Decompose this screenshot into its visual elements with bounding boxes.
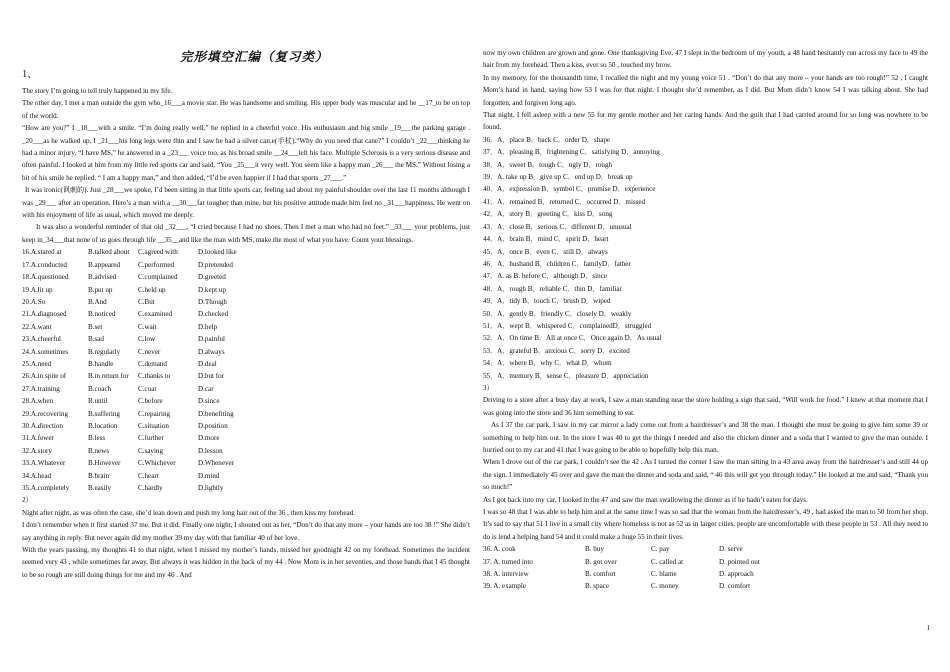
option-choice: 33.A.Whatever <box>22 459 66 468</box>
option-choice: B.brain <box>88 471 110 480</box>
option-choice: 38. A. interview <box>483 570 529 579</box>
option-choice: B.However <box>88 459 121 468</box>
option-choice: 36. A. cook <box>483 545 516 554</box>
option-row: 46．A．husband B．children C．familyD．father <box>483 259 631 268</box>
option-choice: B.location <box>88 421 118 430</box>
option-row: 43．A．close B．serious C．different D．unusual <box>483 222 632 231</box>
option-row <box>22 321 470 333</box>
option-row: 41．A．remained B．returned C．occurred D．missed <box>483 197 646 206</box>
option-choice: C.examined <box>138 310 173 319</box>
option-choice: B.sad <box>88 335 104 344</box>
page-number: 1 <box>926 624 930 632</box>
option-choice: 27.A.training <box>22 384 60 393</box>
paragraph: Night after night, as was often the case, she’d lean down and push my long hair out of the 36 , then kiss my forehead. <box>22 508 355 517</box>
option-choice: D.Whenever <box>198 459 235 468</box>
option-choice: 25.A.need <box>22 359 52 368</box>
option-choice: B.And <box>88 297 107 306</box>
option-choice: C. money <box>651 582 679 591</box>
option-row <box>483 543 928 555</box>
option-choice: D.mind <box>198 471 220 480</box>
option-row <box>22 420 470 432</box>
option-choice: B. space <box>585 582 610 591</box>
option-choice: 19.A.lit up <box>22 285 53 294</box>
option-choice: D.but for <box>198 372 225 381</box>
option-choice: 32.A.story <box>22 446 52 455</box>
option-choice: 30.A.direction <box>22 421 63 430</box>
paragraph: now my own children are grown and gone. One thanksgiving Eve, 47 I slept in the bedroom of my youth, a 48 hand hesitantly run across my face to 49 the hair from my forehead. Then a kiss, ever so 50 , touched my brow. <box>483 49 928 70</box>
option-choice: B. comfort <box>585 570 616 579</box>
option-choice: C.repairing <box>138 409 171 418</box>
paragraph: The story I’m going to tell truly happened in my life. <box>22 87 173 95</box>
paragraph: That night, I fell asleep with a new 55 for my gentle mother and her caring hands. And the guilt that I had carried around for so long was nowhere to be found. <box>483 111 928 132</box>
option-choice: D.greeted <box>198 273 226 282</box>
option-choice: C.complained <box>138 273 178 282</box>
option-row: 40．A．expression B．symbol C．promise D．experience <box>483 185 656 194</box>
option-choice: C.wait <box>138 322 157 331</box>
section-number-2: 2） <box>22 496 33 505</box>
option-row <box>22 246 470 258</box>
option-choice: D.always <box>198 347 225 356</box>
option-row: 42．A．story B．greeting C．kiss D．song <box>483 210 613 219</box>
option-choice: B.advised <box>88 273 117 282</box>
option-choice: C.heart <box>138 471 159 480</box>
paragraph: As I got back into my car, I looked in the 47 and saw the man swallowing the dinner as if he hadn’t eaten for days. <box>483 495 808 504</box>
option-choice: 29.A.recovering <box>22 409 69 418</box>
paragraph: In my memory, for the thousandth time, I recalled the night and my young voice 51 . “Don’t do that any more – your hands are too rough!” 52 , I caught Mom’s hand in hand, saying how 53 I was for that night. I thought she’d remember, as I did. But Mom didn’t know 54 I was talking about. She had forgotten, and forgiven long ago. <box>483 73 928 107</box>
paragraph: The other day, I met a man outside the gym who_16___a movie star. He was handsome and smiling. His upper body was muscular and he __17_to be on top of the world. <box>22 99 470 120</box>
option-choice: D.checked <box>198 310 229 319</box>
option-choice: 18.A.questioned <box>22 273 69 282</box>
option-row: 50．A．gently B．friendly C．closely D．weakly <box>483 309 632 318</box>
option-row: 44．A．brain B．mind C．spirit D．heart <box>483 235 609 244</box>
paragraph: Driving to a store after a busy day at work, I saw a man standing near the store holding a sign that said, “Will work for food.” I knew at that moment that I was going into the store and 36 him something to eat. <box>483 396 928 417</box>
option-choice: 24.A.sometimes <box>22 347 69 356</box>
option-choice: C.further <box>138 434 164 443</box>
option-choice: C.never <box>138 347 161 356</box>
option-choice: B.set <box>88 322 103 331</box>
passage-2-left <box>22 507 470 581</box>
option-row <box>483 580 928 592</box>
options-list-3 <box>483 543 928 593</box>
option-row: 49．A．tidy B．touch C．brush D．wiped <box>483 297 611 306</box>
option-choice: C.hardly <box>138 484 163 492</box>
option-choice: C.saying <box>138 446 164 455</box>
option-row <box>22 445 470 457</box>
option-choice: B.regularly <box>88 347 121 356</box>
option-choice: B.until <box>88 397 108 406</box>
option-choice: C.before <box>138 397 163 406</box>
option-choice: C.low <box>138 335 156 344</box>
option-choice: B.handle <box>88 359 114 368</box>
option-choice: D.car <box>198 384 214 393</box>
option-choice: C.Whichever <box>138 459 176 468</box>
option-choice: D.benefiting <box>198 409 234 418</box>
options-list-1 <box>22 246 470 494</box>
option-choice: D.position <box>198 421 228 430</box>
option-row <box>22 308 470 320</box>
option-choice: 37. A. turned into <box>483 557 533 566</box>
option-choice: C. pay <box>651 545 670 554</box>
page-title: 完形填空汇编（复习类） <box>180 50 329 64</box>
option-row: 48．A．rough B．reliable C．thin D．familiar <box>483 284 622 293</box>
option-row: 37．A．pleasing B．frightening C．satisfying D．annoying <box>483 148 660 157</box>
passage-2-right <box>483 47 928 134</box>
option-row: 53．A．grateful B．anxious C．sorry D．excited <box>483 346 630 355</box>
option-choice: C.thanks to <box>138 372 171 381</box>
option-choice: D.kept up <box>198 285 226 294</box>
option-choice: C.demand <box>138 359 167 368</box>
option-row: 47．A. as B. before C．although D．since <box>483 272 607 281</box>
option-choice: D.pretended <box>198 260 233 269</box>
option-choice: D.deal <box>198 359 217 368</box>
option-choice: B. buy <box>585 545 604 554</box>
option-choice: D. serve <box>719 545 743 554</box>
paragraph: It was ironic(讽刺的). Just _28___we spoke, I’d been sitting in that little sports car, feeling sad about my painful shoulder over the last 11 months although I was _29___ after an operation. Here’s a man with a __30___far tougher than mine, but his positive attitude made him feel no _31___happiness. He went on with his enjoyment of life as usual, which moved me deeply. <box>22 186 470 220</box>
option-row: 45．A．once B．even C．still D．always <box>483 247 608 256</box>
option-choice: C. blame <box>651 570 677 579</box>
option-choice: 26.A.in spite of <box>22 372 67 381</box>
option-row <box>22 346 470 358</box>
option-row <box>22 457 470 469</box>
option-choice: B.coach <box>88 384 112 393</box>
passage-1 <box>22 85 470 246</box>
option-choice: B.news <box>88 446 110 455</box>
option-row <box>22 395 470 407</box>
option-choice: 16.A.stared at <box>22 248 62 257</box>
option-row <box>22 284 470 296</box>
section-number-1: 1、 <box>22 69 38 80</box>
option-row <box>22 296 470 308</box>
option-choice: B.noticed <box>88 310 116 319</box>
option-row: 52．A．On time B．All at once C．Once again D．As usual <box>483 334 662 343</box>
option-row: 39．A. take up B．give up C．end up D．break up <box>483 173 633 182</box>
option-choice: B.put up <box>88 285 113 294</box>
section-number-3: 3） <box>483 383 494 392</box>
option-choice: C. called at <box>651 557 684 566</box>
passage-3 <box>483 394 928 543</box>
option-choice: B.easily <box>88 484 112 492</box>
option-choice: 22.A.want <box>22 322 52 331</box>
option-row: 54．A．where B．why C．what D．whom <box>483 359 612 368</box>
paragraph: I was so 48 that I was able to help him and at the same time I was so sad that the woman from the hairdresser’s, 49 , had asked the man to 50 from her shop. It’s sad to say that 51 I live in a small city where homeless is not as 52 as in larger cities, people are uncomfortable with these people in 53 . All they need to do is lend a helping hand 54 and it could make a huge 55 in their lives. <box>483 508 928 541</box>
options-list-2 <box>483 134 928 382</box>
option-choice: D. comfort <box>719 582 751 591</box>
option-choice: B.appeared <box>88 260 121 269</box>
option-row <box>22 333 470 345</box>
option-choice: B. got over <box>585 557 617 566</box>
option-choice: C.agreed with <box>138 248 178 257</box>
option-choice: 21.A.diagnosed <box>22 310 67 319</box>
option-choice: B.less <box>88 434 106 443</box>
option-choice: D.looked like <box>198 248 237 257</box>
option-choice: B.suffering <box>88 409 120 418</box>
option-choice: D.lightly <box>198 484 224 492</box>
option-choice: D.lesson <box>198 446 223 455</box>
option-choice: 34.A.head <box>22 471 52 480</box>
option-choice: 28.A.when <box>22 397 54 406</box>
option-choice: 39. A. example <box>483 582 526 591</box>
option-choice: D. pointed out <box>719 557 760 566</box>
option-choice: D.Though <box>198 297 227 306</box>
option-choice: 20.A.So <box>22 297 46 306</box>
option-row <box>22 408 470 420</box>
option-choice: D.more <box>198 434 220 443</box>
option-row: 36．A．place B．back C．order D．shape <box>483 135 611 144</box>
option-choice: C.But <box>138 297 155 306</box>
option-row <box>483 556 928 568</box>
option-choice: D.painful <box>198 335 225 344</box>
option-row: 55．A．memory B．sense C．pleasure D．appreciation <box>483 371 649 380</box>
option-row <box>22 271 470 283</box>
option-choice: 31.A.fewer <box>22 434 54 443</box>
option-choice: B.talked about <box>88 248 130 257</box>
option-row <box>483 568 928 580</box>
option-row: 38．A．sweet B．tough C．ugly D．rough <box>483 160 613 169</box>
option-choice: 17.A.conducted <box>22 260 67 269</box>
option-choice: 23.A.cheerful <box>22 335 61 344</box>
paragraph: When I drove out of the car park, I couldn’t see the 42 . As I turned the corner I saw the man sitting in a 43 area away from the hairdresser’s and still 44 up the sign. I immediately 45 over and gave the man the dinner and soda and said, “ 46 this will get you through today.” He looked at me and said, “Thank you so much!” <box>483 458 928 492</box>
paragraph: It was also a wonderful reminder of that old _32___, “I cried because I had no shoes. Then I met a man who had no feet.” _33___ your problems, just keep in_34___that none of us goes through life __35__and like the man with MS, make the most of what you have. Count your blessings. <box>22 223 470 244</box>
option-choice: 35.A.completely <box>22 484 70 492</box>
paragraph: As I 37 the car park, I saw in my car mirror a lady come out from a hairdresser’s and 38 the man. I thought she must be going to give him some 39 or something to help him out. In the store I was 40 to get the things I needed and also the chicken dinner and a soda that I wanted to give the man outside. I hurried out to my car and 41 that I was going to be able to hopefully help this man. <box>483 421 928 454</box>
option-choice: C.held up <box>138 285 166 294</box>
paragraph: I don’t remember when it first started 37 me. But it did. Finally one night, I shouted out as her, “Don’t do that any more – your hands are too 38 !” She didn’t say anything in reply. But never again did my mother 39 my day with that familiar 40 of her love. <box>22 521 470 542</box>
option-row: 51．A．wept B．whispered C．complainedD．struggled <box>483 321 652 330</box>
option-row <box>22 259 470 271</box>
option-choice: C.situation <box>138 421 169 430</box>
option-choice: B.in return for <box>88 372 129 381</box>
option-row <box>22 482 470 494</box>
paragraph: With the years passing, my thoughts 41 to that night, when I missed my mother’s hands, missed her goodnight 42 on my forehead. Sometimes the incident seemed very 43 , while sometimes far away. But always it was hidden in the back of my 44 . Now Mom is in her seventies, and those hands that I 45 thought to be so rough are still doing things for me and my 46 . And <box>22 546 470 579</box>
option-choice: D.since <box>198 397 220 406</box>
option-choice: D.help <box>198 322 218 331</box>
option-choice: C.performed <box>138 260 175 269</box>
option-row <box>22 470 470 482</box>
option-row <box>22 358 470 370</box>
option-choice: C.coat <box>138 384 157 393</box>
paragraph: “How are you?” I _18___with a smile. “I’m doing really well,” he replied in a cheerful voice. His enthusiasm and big smile _19___the parking garage . _20___as he walked up, I _21___his long legs were thin and I saw he had a silver can.e(手杖).“Why do you need that cane?” I couldn’t _22___thinking he had a minor injury. “I have MS,” he answered in a _23___ voice too, as his broad smile __24___left his face. Multiple Sclerosis is a very serious disease and often painful. I looked at him from my little red sports car and said, “You _25___it very well. You seem like a happy man _26___ the MS.” Without losing a bit of his smile he replied, “ I am a happy man,” and then added, “I’d be even happier if I had that sports _27___.” <box>22 124 470 182</box>
option-row <box>22 370 470 382</box>
option-row <box>22 383 470 395</box>
option-row <box>22 432 470 444</box>
option-choice: D. approach <box>719 570 754 579</box>
